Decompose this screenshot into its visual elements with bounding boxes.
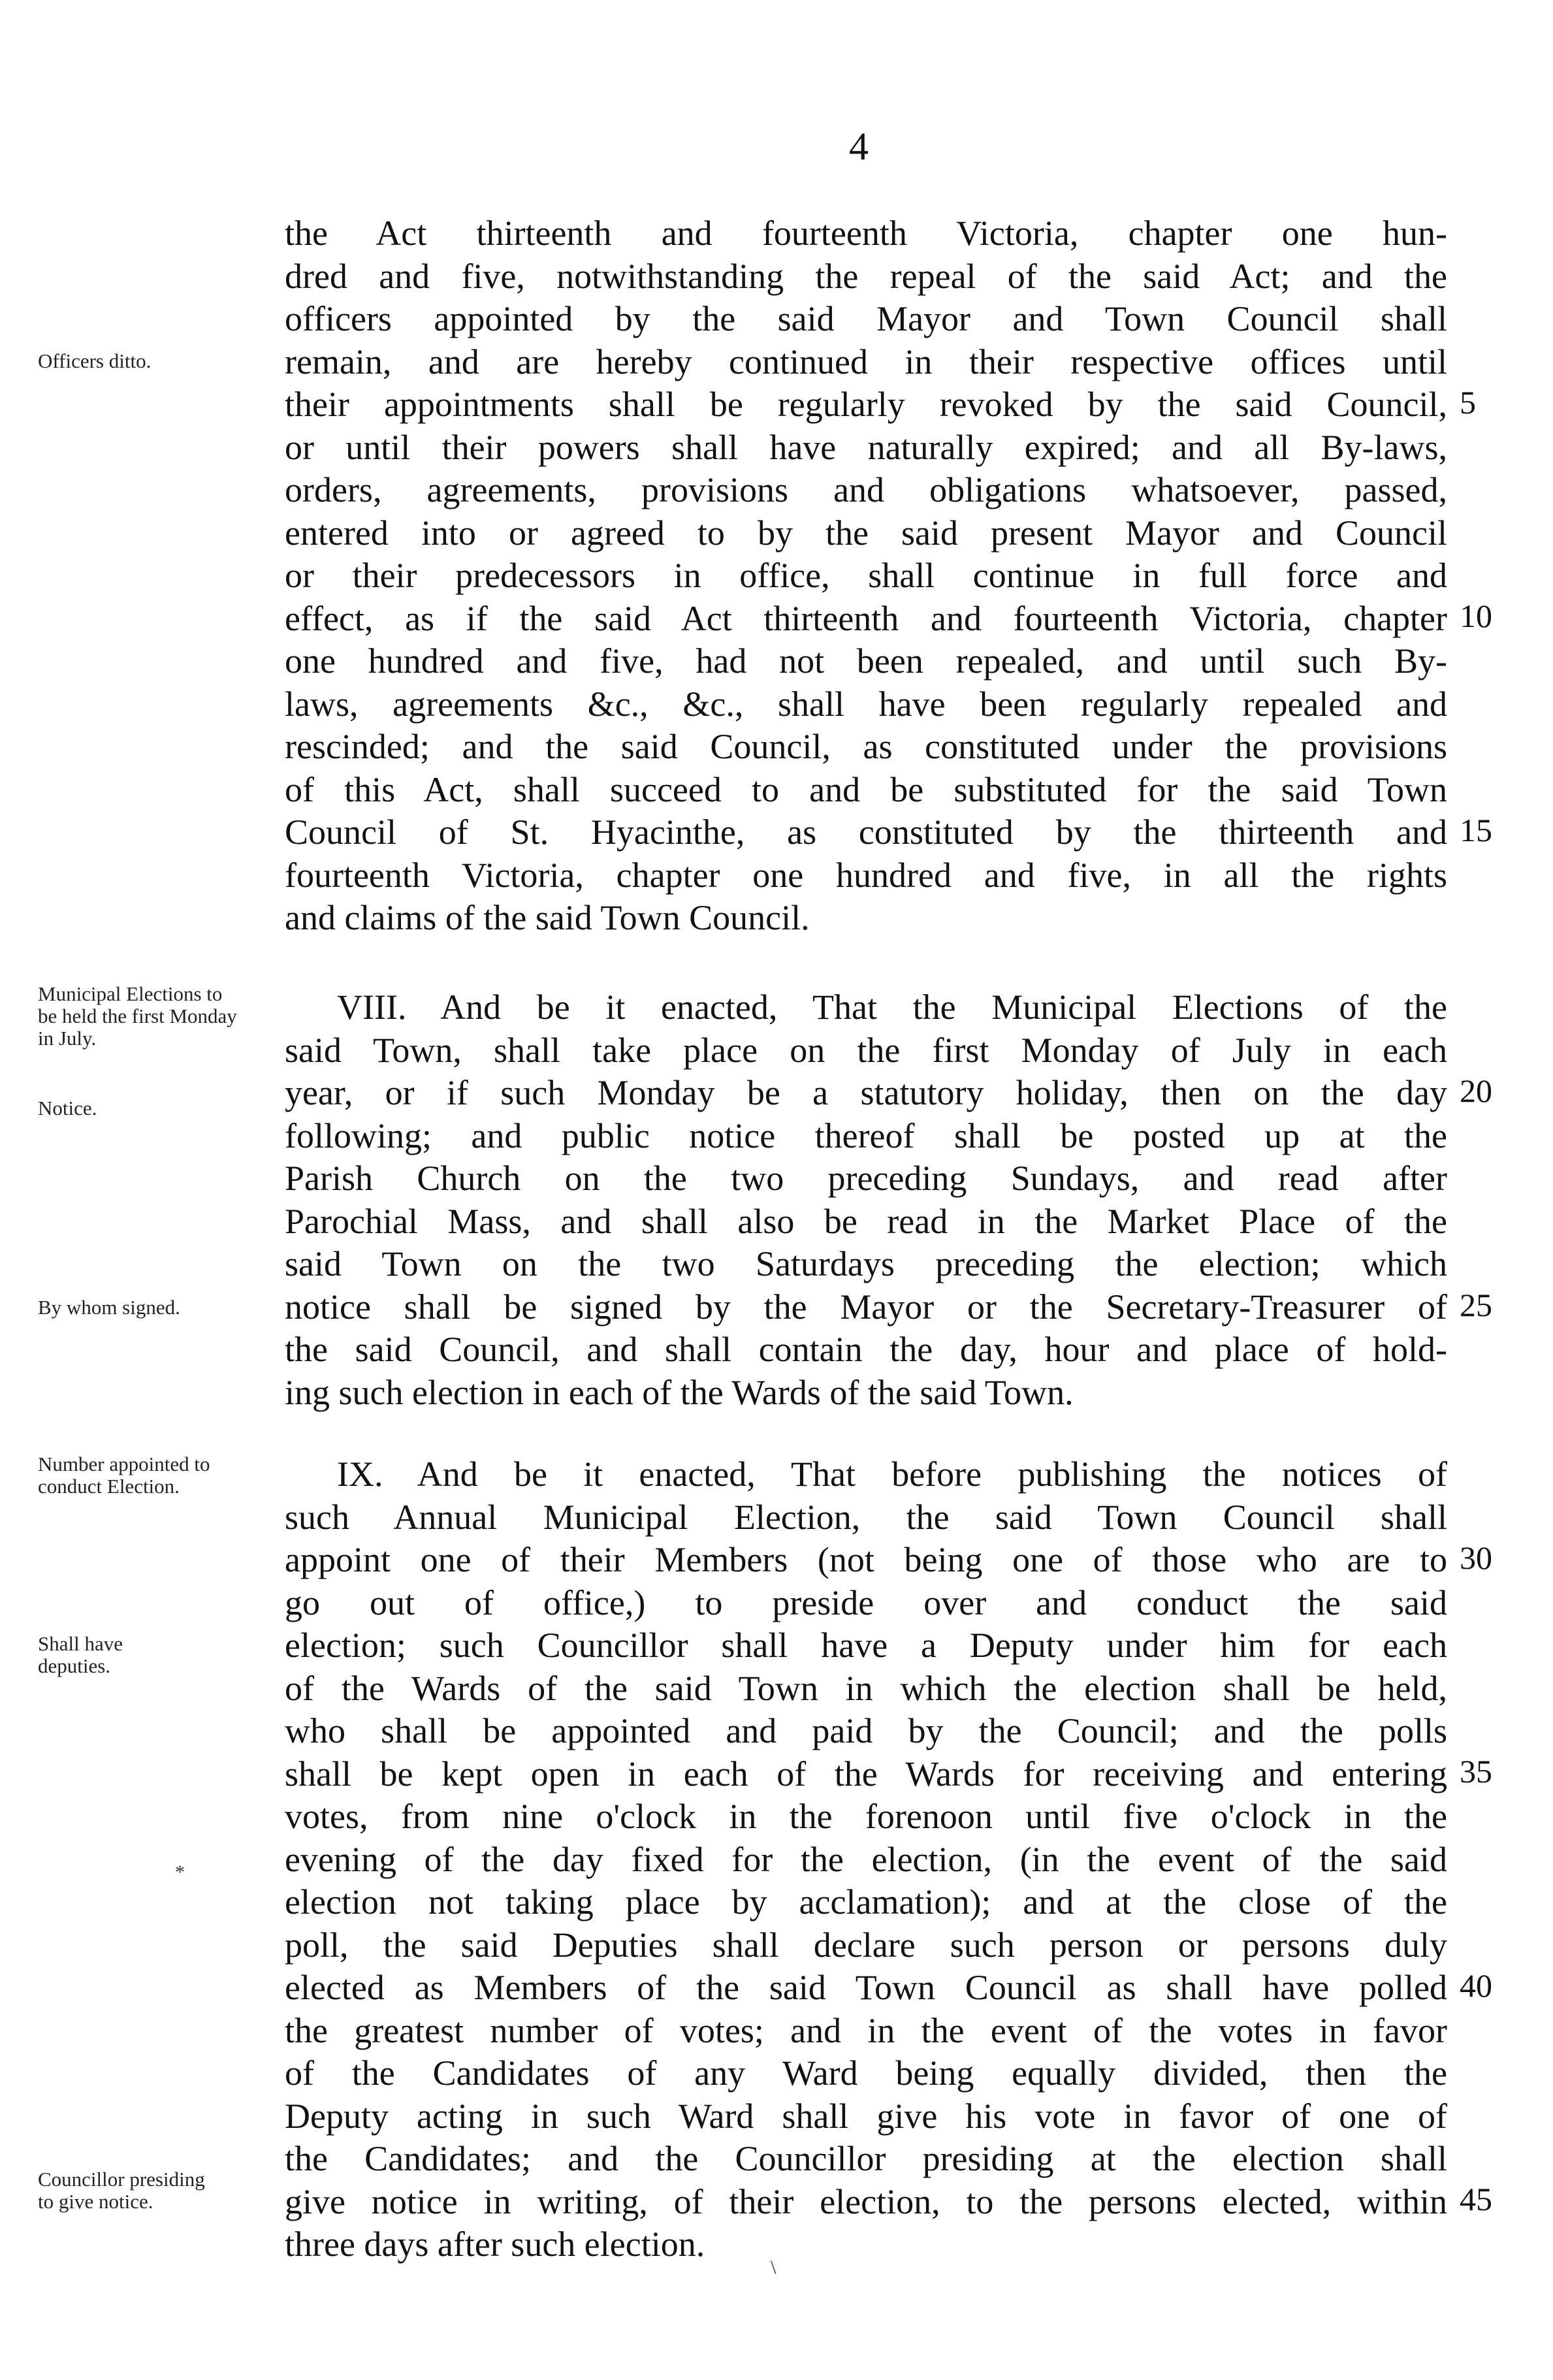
text-line: the Candidates; and the Councillor presiding at the election shall <box>285 2139 1447 2178</box>
text-line: of the Wards of the said Town in which the election shall be held, <box>285 1668 1447 1708</box>
text-line: fourteenth Victoria, chapter one hundred and five, in all the rights <box>285 855 1447 895</box>
text-line: officers appointed by the said Mayor and Town Council shall <box>285 299 1447 338</box>
text-line: evening of the day fixed for the election, (in the event of the said <box>285 1839 1447 1879</box>
text-line: rescinded; and the said Council, as constituted under the provisions <box>285 727 1447 766</box>
section-ix <box>285 1453 1447 2266</box>
text-line: Parish Church on the two preceding Sundays, and read after <box>285 1159 1447 1198</box>
line-number: 5 <box>1460 384 1476 421</box>
text-line: Deputy acting in such Ward shall give his vote in favor of one of <box>285 2096 1447 2136</box>
line-number: 10 <box>1460 598 1492 634</box>
margin-note-number-appointed: Number appointed to conduct Election. <box>38 1453 210 1498</box>
text-line: Parochial Mass, and shall also be read in the Market Place of the <box>285 1201 1447 1241</box>
text-line: notice shall be signed by the Mayor or the Secretary-Treasurer of <box>285 1287 1447 1327</box>
text-line: the said Council, and shall contain the day, hour and place of hold- <box>285 1330 1447 1369</box>
text-line: and claims of the said Town Council. <box>285 898 810 937</box>
text-line: year, or if such Monday be a statutory holiday, then on the day <box>285 1073 1447 1112</box>
text-line: entered into or agreed to by the said present Mayor and Council <box>285 513 1447 553</box>
text-line: the greatest number of votes; and in the event of the votes in favor <box>285 2010 1447 2050</box>
text-line: dred and five, notwithstanding the repeal of the said Act; and the <box>285 256 1447 296</box>
text-line: give notice in writing, of their election, to the persons elected, within <box>285 2181 1447 2221</box>
text-line: IX. And be it enacted, That before publishing the notices of <box>337 1455 1447 1494</box>
text-line: one hundred and five, had not been repealed, and until such By- <box>285 641 1447 681</box>
text-line: ing such election in each of the Wards of the said Town. <box>285 1372 1074 1412</box>
margin-note-by-whom: By whom signed. <box>38 1296 180 1319</box>
text-line: such Annual Municipal Election, the said Town Council shall <box>285 1497 1447 1537</box>
line-number: 25 <box>1460 1287 1492 1323</box>
page-number: 4 <box>849 125 869 168</box>
text-line: three days after such election. <box>285 2225 705 2264</box>
section-viii <box>285 986 1447 1414</box>
stray-mark: * <box>175 1861 185 1883</box>
text-line: laws, agreements &c., &c., shall have been regularly repealed and <box>285 684 1447 724</box>
paragraph-continuation <box>285 212 1447 940</box>
text-line: votes, from nine o'clock in the forenoon until five o'clock in the <box>285 1797 1447 1836</box>
text-line: following; and public notice thereof shall be posted up at the <box>285 1116 1447 1155</box>
text-line: shall be kept open in each of the Wards for receiving and entering <box>285 1754 1447 1793</box>
margin-note-municipal-elections: Municipal Elections to be held the first Monday in July. <box>38 982 237 1050</box>
text-line: appoint one of their Members (not being one of those who are to <box>285 1540 1447 1579</box>
line-number: 45 <box>1460 2181 1492 2217</box>
text-line: orders, agreements, provisions and obligations whatsoever, passed, <box>285 470 1447 509</box>
margin-note-notice: Notice. <box>38 1097 97 1119</box>
text-line: said Town on the two Saturdays preceding the election; which <box>285 1244 1447 1283</box>
text-line: elected as Members of the said Town Council as shall have polled <box>285 1968 1447 2007</box>
text-line: of this Act, shall succeed to and be substituted for the said Town <box>285 769 1447 809</box>
text-line: poll, the said Deputies shall declare such person or persons duly <box>285 1925 1447 1965</box>
margin-note-deputies: Shall have deputies. <box>38 1632 123 1677</box>
margin-note-officers: Officers ditto. <box>38 349 152 372</box>
line-number: 30 <box>1460 1539 1492 1576</box>
text-line: who shall be appointed and paid by the Council; and the polls <box>285 1711 1447 1750</box>
line-number: 20 <box>1460 1072 1492 1109</box>
text-line: election; such Councillor shall have a Deputy under him for each <box>285 1626 1447 1665</box>
stray-mark: \ <box>771 2257 776 2278</box>
text-line: or until their powers shall have naturally expired; and all By-laws, <box>285 427 1447 467</box>
line-number: 15 <box>1460 812 1492 848</box>
text-line: remain, and are hereby continued in their respective offices until <box>285 342 1447 381</box>
text-line: or their predecessors in office, shall continue in full force and <box>285 556 1447 595</box>
text-line: their appointments shall be regularly revoked by the said Council, <box>285 385 1447 424</box>
text-line: Council of St. Hyacinthe, as constituted by the thirteenth and <box>285 812 1447 852</box>
line-number: 40 <box>1460 1967 1492 2004</box>
text-line: go out of office,) to preside over and conduct the said <box>285 1583 1447 1622</box>
margin-note-councillor: Councillor presiding to give notice. <box>38 2168 205 2213</box>
text-line: VIII. And be it enacted, That the Municipal Elections of the <box>337 988 1447 1027</box>
text-line: election not taking place by acclamation); and at the close of the <box>285 1882 1447 1922</box>
text-line: effect, as if the said Act thirteenth and fourteenth Victoria, chapter <box>285 598 1447 638</box>
text-line: said Town, shall take place on the first Monday of July in each <box>285 1030 1447 1070</box>
text-line: the Act thirteenth and fourteenth Victoria, chapter one hun- <box>285 214 1447 253</box>
line-number: 35 <box>1460 1753 1492 1790</box>
text-line: of the Candidates of any Ward being equally divided, then the <box>285 2053 1447 2093</box>
